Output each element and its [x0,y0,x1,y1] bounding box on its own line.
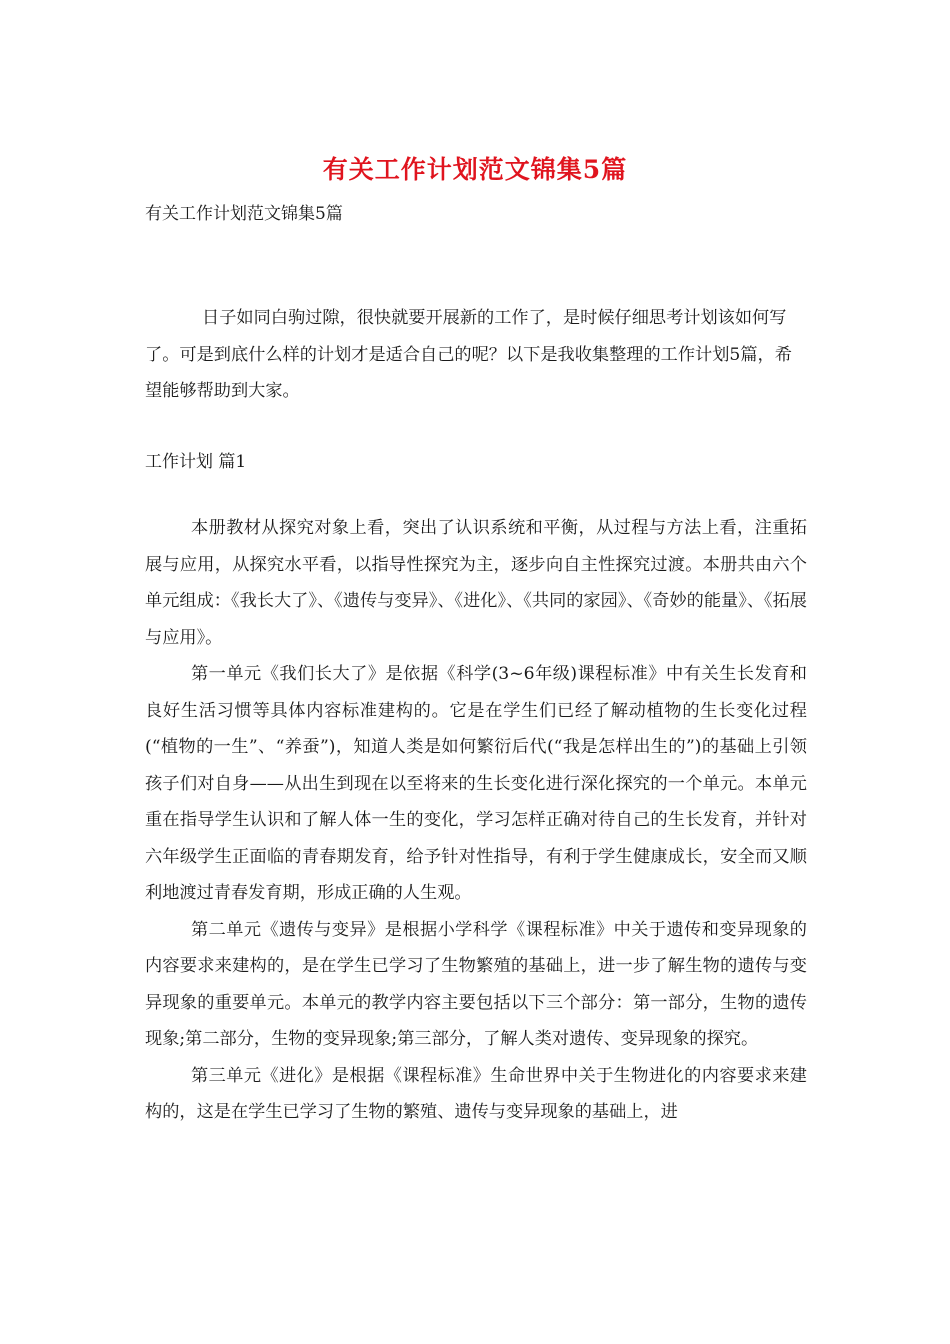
paragraph-unit-three: 第三单元《进化》是根据《课程标准》生命世界中关于生物进化的内容要求来建构的，这是在学生已学习了生物的繁殖、遗传与变异现象的基础上，进 [145,1065,807,1122]
paragraph-unit-two: 第二单元《遗传与变异》是根据小学科学《课程标准》中关于遗传和变异现象的内容要求来建构的，是在学生已学习了生物繁殖的基础上，进一步了解生物的遗传与变异现象的重要单元。本单元的教学内容主要包括以下三个部分：第一部分，生物的遗传现象;第二部分，生物的变异现象;第三部分，了解人类对遗传、变异现象的探究。 [145,919,807,1049]
document-title: 有关工作计划范文锦集5篇 [322,155,628,184]
intro-paragraph: 日子如同白驹过隙，很快就要开展新的工作了，是时候仔细思考计划该如何写了。可是到底什么样的计划才是适合自己的呢？以下是我收集整理的工作计划5篇，希望能够帮助到大家。 [145,308,792,401]
document-subtitle: 有关工作计划范文锦集5篇 [145,204,343,224]
section-content [145,510,807,1131]
paragraph-overview: 本册教材从探究对象上看，突出了认识系统和平衡，从过程与方法上看，注重拓展与应用，从探究水平看，以指导性探究为主，逐步向自主性探究过渡。本册共由六个单元组成：《我长大了》、《遗传与变异》、《进化》、《共同的家园》、《奇妙的能量》、《拓展与应用》。 [145,518,807,648]
paragraph-unit-one: 第一单元《我们长大了》是依据《科学(3~6年级)课程标准》中有关生长发育和良好生活习惯等具体内容标准建构的。它是在学生们已经了解动植物的生长变化过程(“植物的一生”、“养蚕”)，知道人类是如何繁衍后代(“我是怎样出生的”)的基础上引领孩子们对自身——从出生到现在以至将来的生长变化进行深化探究的一个单元。本单元重在指导学生认识和了解人体一生的变化，学习怎样正确对待自己的生长发育，并针对六年级学生正面临的青春期发育，给予针对性指导，有利于学生健康成长，安全而又顺利地渡过青春发育期，形成正确的人生观。 [145,664,807,903]
section-heading: 工作计划 篇1 [145,452,247,472]
